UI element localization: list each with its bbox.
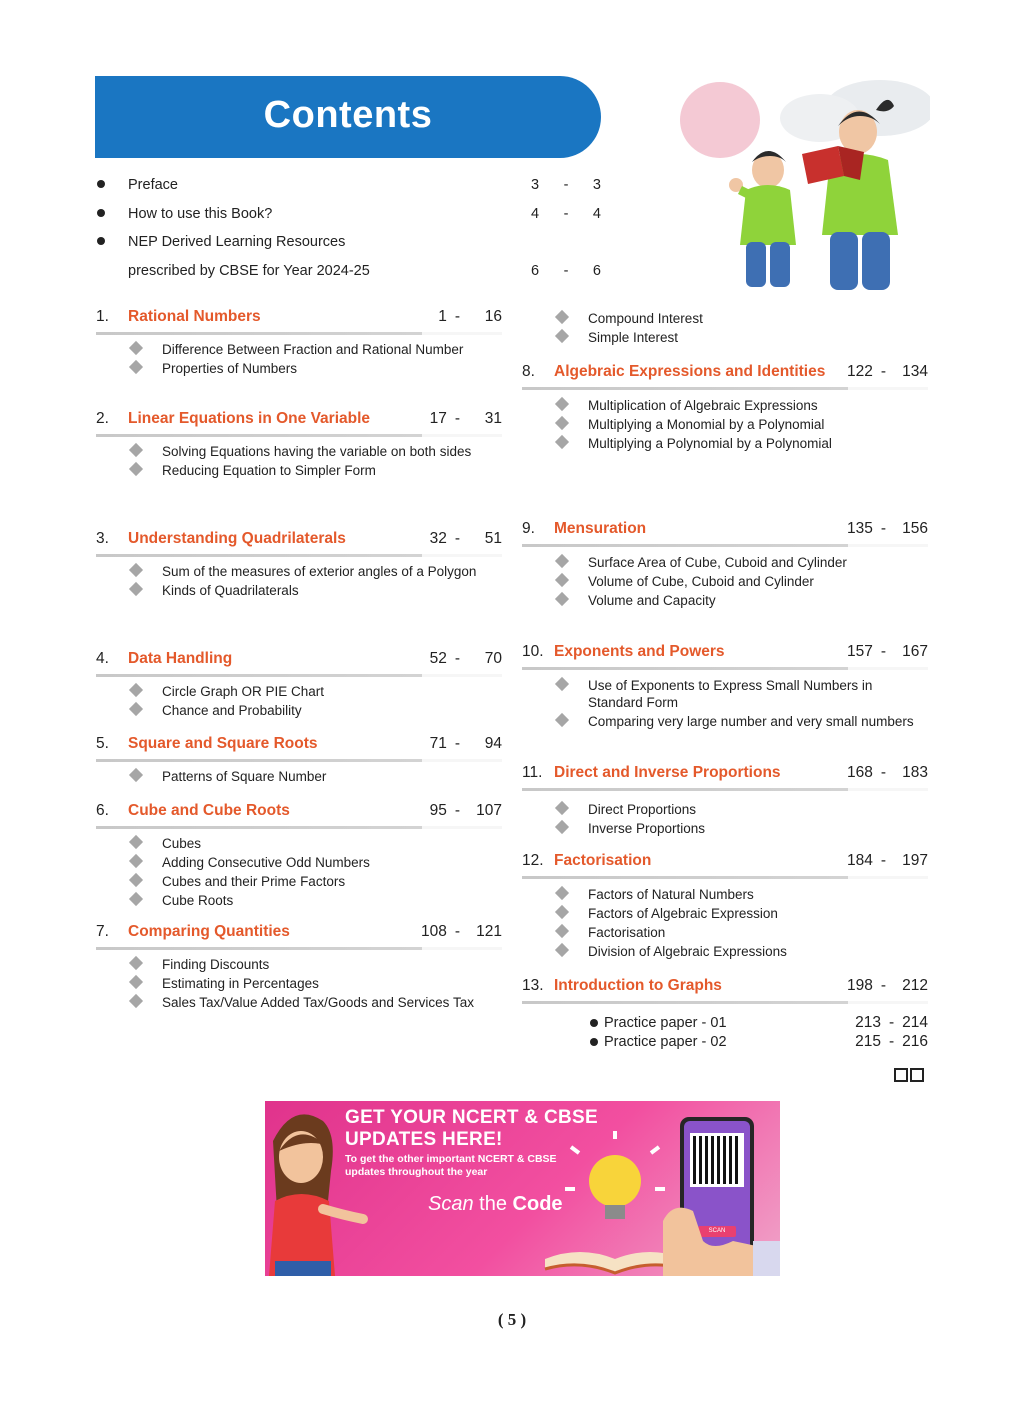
promo-subtext-line: To get the other important NCERT & CBSE	[345, 1153, 557, 1165]
diamond-bullet-icon	[555, 329, 569, 343]
diamond-bullet-icon	[129, 582, 143, 596]
diamond-bullet-icon	[129, 892, 143, 906]
topic-item	[96, 892, 502, 909]
chapter-heading	[96, 408, 502, 432]
front-matter-list	[95, 175, 605, 289]
topic-label: Patterns of Square Number	[162, 769, 327, 784]
topic-label: Factorisation	[588, 925, 666, 940]
page-dash: -	[888, 1014, 895, 1031]
chapter-title: Comparing Quantities	[128, 923, 290, 940]
bullet-icon	[97, 180, 105, 188]
students-reading-illustration	[680, 80, 930, 290]
practice-paper-label: Practice paper - 02	[604, 1034, 727, 1050]
chapter-entry[interactable]	[96, 921, 502, 945]
chapter-title: Rational Numbers	[128, 308, 261, 325]
chapter-number: 13.	[522, 977, 544, 994]
page-dash: -	[880, 764, 886, 781]
chapter-entry[interactable]	[96, 648, 502, 672]
topic-label: Factors of Algebraic Expression	[588, 906, 778, 921]
chapter-heading	[522, 762, 928, 786]
topic-label: Reducing Equation to Simpler Form	[162, 463, 376, 478]
chapter-number: 4.	[96, 650, 109, 667]
code-word: Code	[512, 1193, 563, 1215]
topic-label: Cubes	[162, 836, 202, 851]
chapter-entry[interactable]	[522, 641, 928, 665]
diamond-bullet-icon	[555, 677, 569, 691]
chapter-entry[interactable]	[96, 733, 502, 757]
chapter-entry[interactable]	[96, 800, 502, 824]
page-from: 198	[846, 977, 873, 994]
topic-label: Volume of Cube, Cuboid and Cylinder	[588, 574, 814, 589]
page-from: 215	[855, 1033, 881, 1050]
chapter-divider	[96, 826, 502, 829]
diamond-bullet-icon	[555, 943, 569, 957]
chapter-divider	[96, 674, 502, 677]
topic-item	[96, 873, 502, 890]
topic-item	[96, 994, 502, 1011]
chapter-divider	[522, 387, 928, 390]
page-from: 52	[429, 650, 447, 667]
page-dash: -	[880, 852, 886, 869]
promo-headline-line: UPDATES HERE!	[345, 1129, 503, 1150]
page-dash: -	[880, 520, 886, 537]
topic-label: Surface Area of Cube, Cuboid and Cylinder	[588, 555, 847, 570]
chapter-heading	[522, 850, 928, 874]
page-from: 1	[438, 308, 447, 325]
chapter-heading	[522, 518, 928, 542]
diamond-bullet-icon	[129, 873, 143, 887]
chapter-pages	[419, 530, 502, 548]
chapter-heading	[96, 306, 502, 330]
topic-item	[96, 683, 502, 700]
topic-item	[522, 416, 928, 433]
topic-label: Multiplication of Algebraic Expressions	[588, 398, 818, 413]
topic-label: Compound Interest	[588, 311, 703, 326]
chapter-title: Factorisation	[554, 852, 652, 869]
page-dash: -	[454, 308, 460, 325]
topic-item	[522, 943, 928, 960]
topic-label: Kinds of Quadrilaterals	[162, 583, 299, 598]
front-matter-row	[95, 175, 605, 204]
chapter-pages	[419, 735, 502, 753]
page-from: 108	[420, 923, 447, 940]
topic-item	[522, 310, 928, 327]
diamond-bullet-icon	[555, 592, 569, 606]
promo-subtext	[345, 1153, 557, 1179]
page-to: 134	[902, 363, 928, 380]
chapter-number: 11.	[522, 764, 543, 781]
practice-paper-label: Practice paper - 01	[604, 1015, 727, 1031]
chapter-divider	[96, 759, 502, 762]
chapter-divider	[96, 434, 502, 437]
diamond-bullet-icon	[555, 924, 569, 938]
chapter-title: Cube and Cube Roots	[128, 802, 290, 819]
topic-label: Finding Discounts	[162, 957, 270, 972]
page-to: 94	[484, 735, 502, 752]
page-to: 70	[484, 650, 502, 667]
chapter-number: 9.	[522, 520, 535, 537]
diamond-bullet-icon	[555, 886, 569, 900]
page-dash: -	[563, 205, 569, 222]
page-to: 156	[902, 520, 928, 537]
diamond-bullet-icon	[129, 683, 143, 697]
chapter-heading	[96, 528, 502, 552]
topic-item	[522, 677, 928, 711]
page-from: 4	[531, 205, 540, 222]
page-from: 122	[846, 363, 873, 380]
chapter-divider	[522, 876, 928, 879]
chapter-number: 10.	[522, 643, 544, 660]
chapter-title: Square and Square Roots	[128, 735, 318, 752]
topic-list	[96, 341, 502, 379]
topic-list	[522, 554, 928, 611]
topic-list	[96, 835, 502, 911]
page-to: 51	[484, 530, 502, 547]
diamond-bullet-icon	[555, 554, 569, 568]
diamond-bullet-icon	[129, 994, 143, 1008]
page-from: 157	[846, 643, 873, 660]
page-dash: -	[888, 1033, 895, 1050]
page-to: 212	[902, 977, 928, 994]
chapter-title: Data Handling	[128, 650, 233, 667]
topic-list	[96, 768, 502, 787]
chapter-entry[interactable]	[96, 408, 502, 432]
chapter-entry[interactable]	[96, 306, 502, 330]
page-number: ( 5 )	[497, 1310, 527, 1329]
topic-item	[522, 886, 928, 903]
chapter-pages	[419, 410, 502, 428]
chapter-divider	[522, 544, 928, 547]
hand-holding-phone-icon	[663, 1191, 780, 1276]
practice-paper-row	[522, 1014, 928, 1034]
page-to: 4	[592, 205, 601, 222]
chapter-divider	[522, 1001, 928, 1004]
page-dash: -	[454, 650, 460, 667]
topic-item	[522, 329, 928, 346]
topic-list	[96, 443, 502, 481]
chapter-pages	[845, 764, 928, 782]
page-to: 121	[476, 923, 502, 940]
chapter-title: Understanding Quadrilaterals	[128, 530, 346, 547]
front-matter-row	[95, 204, 605, 233]
promo-banner[interactable]	[265, 1101, 780, 1276]
diamond-bullet-icon	[129, 768, 143, 782]
chapter-number: 12.	[522, 852, 544, 869]
chapter-entry[interactable]	[522, 361, 928, 385]
the-word: the	[479, 1193, 507, 1215]
front-matter-label: prescribed by CBSE for Year 2024-25	[128, 262, 370, 279]
page-from: 95	[429, 802, 447, 819]
chapter-title: Exponents and Powers	[554, 643, 725, 660]
bullet-icon	[97, 209, 105, 217]
page-to: 16	[484, 308, 502, 325]
page-dash: -	[880, 643, 886, 660]
chapter-heading	[522, 641, 928, 665]
topic-item	[522, 713, 928, 730]
chapter-heading	[522, 975, 928, 999]
diamond-bullet-icon	[129, 443, 143, 457]
chapter-pages	[419, 802, 502, 820]
page-dash: -	[563, 262, 569, 279]
chapter-title: Algebraic Expressions and Identities	[554, 363, 826, 380]
chapter-entry[interactable]	[522, 850, 928, 874]
topic-item	[522, 592, 928, 609]
promo-headline-line: GET YOUR NCERT & CBSE	[345, 1107, 598, 1128]
topic-label: Multiplying a Monomial by a Polynomial	[588, 417, 825, 432]
chapter-number: 7.	[96, 923, 109, 940]
topic-item	[96, 462, 502, 479]
page-dash: -	[454, 530, 460, 547]
chapter-title: Linear Equations in One Variable	[128, 410, 371, 427]
page-to: 214	[902, 1014, 928, 1031]
end-mark-icon	[894, 1068, 924, 1082]
topic-item	[96, 835, 502, 852]
topic-label: Division of Algebraic Expressions	[588, 944, 787, 959]
topic-item	[522, 801, 928, 818]
diamond-bullet-icon	[555, 820, 569, 834]
chapter-pages	[845, 520, 928, 538]
page-to: 107	[476, 802, 502, 819]
chapter-pages	[419, 650, 502, 668]
topic-label: Chance and Probability	[162, 703, 302, 718]
page-dash: -	[454, 735, 460, 752]
page-title: Contents	[263, 94, 433, 136]
diamond-bullet-icon	[555, 416, 569, 430]
diamond-bullet-icon	[555, 801, 569, 815]
bullet-icon	[590, 1038, 598, 1046]
page-from: 3	[531, 177, 540, 193]
front-matter-label: How to use this Book?	[128, 205, 273, 222]
chapter-title: Mensuration	[554, 520, 647, 537]
chapter-divider	[522, 667, 928, 670]
chapter-entry[interactable]	[522, 975, 928, 999]
topic-item	[522, 554, 928, 571]
topic-item	[96, 702, 502, 719]
topic-item	[96, 956, 502, 973]
chapter-number: 3.	[96, 530, 109, 547]
topic-list	[522, 801, 928, 839]
topic-item	[96, 443, 502, 460]
topic-item	[522, 820, 928, 837]
diamond-bullet-icon	[129, 835, 143, 849]
practice-paper-row	[522, 1033, 928, 1053]
chapter-title: Direct and Inverse Proportions	[554, 764, 781, 781]
topic-label: Comparing very large number and very small numbers	[588, 714, 914, 729]
topic-item	[96, 854, 502, 871]
topic-label: Solving Equations having the variable on both sides	[162, 444, 472, 459]
chapter-pages	[845, 977, 928, 995]
page-dash: -	[880, 363, 886, 380]
topic-label: Volume and Capacity	[588, 593, 716, 608]
diamond-bullet-icon	[129, 341, 143, 355]
topic-label: Inverse Proportions	[588, 821, 706, 836]
page-to: 167	[902, 643, 928, 660]
topic-item	[96, 360, 502, 377]
topic-item	[522, 905, 928, 922]
topic-label: Cubes and their Prime Factors	[162, 874, 346, 889]
topic-item	[96, 341, 502, 358]
topic-list	[96, 956, 502, 1013]
diamond-bullet-icon	[129, 360, 143, 374]
topic-list	[522, 677, 928, 732]
front-matter-row	[95, 261, 605, 290]
diamond-bullet-icon	[129, 563, 143, 577]
diamond-bullet-icon	[129, 854, 143, 868]
chapter-entry[interactable]	[522, 762, 928, 786]
page-from: 6	[531, 262, 540, 279]
diamond-bullet-icon	[555, 310, 569, 324]
chapter-number: 2.	[96, 410, 109, 427]
chapter-number: 6.	[96, 802, 109, 819]
topic-label: Use of Exponents to Express Small Numbers in Standard Form	[588, 678, 873, 710]
chapter-heading	[96, 921, 502, 945]
chapter-divider	[96, 554, 502, 557]
diamond-bullet-icon	[555, 713, 569, 727]
page-from: 17	[429, 410, 447, 427]
bullet-icon	[590, 1019, 598, 1027]
promo-subtext-line: updates throughout the year	[345, 1166, 488, 1178]
page-dash: -	[454, 923, 460, 940]
topic-label: Adding Consecutive Odd Numbers	[162, 855, 370, 870]
page-dash: -	[563, 177, 569, 193]
chapter-heading	[96, 800, 502, 824]
front-matter-label: Preface	[128, 177, 178, 193]
contents-banner	[95, 76, 601, 158]
topic-label: Properties of Numbers	[162, 361, 298, 376]
topic-label: Simple Interest	[588, 330, 679, 345]
diamond-bullet-icon	[555, 905, 569, 919]
diamond-bullet-icon	[555, 573, 569, 587]
topic-list	[96, 563, 502, 601]
front-matter-row	[95, 232, 605, 261]
topic-label: Multiplying a Polynomial by a Polynomial	[588, 436, 832, 451]
page-from: 213	[855, 1014, 881, 1031]
diamond-bullet-icon	[129, 702, 143, 716]
topic-label: Cube Roots	[162, 893, 234, 908]
topic-label: Difference Between Fraction and Rational Number	[162, 342, 464, 357]
chapter-number: 1.	[96, 308, 109, 325]
chapter-title: Introduction to Graphs	[554, 977, 722, 994]
topic-item	[96, 582, 502, 599]
chapter-number: 5.	[96, 735, 109, 752]
page-to: 31	[484, 410, 502, 427]
topic-item	[522, 397, 928, 414]
diamond-bullet-icon	[555, 397, 569, 411]
chapter-heading	[96, 733, 502, 757]
page-from: 184	[846, 852, 873, 869]
topic-label: Estimating in Percentages	[162, 976, 319, 991]
topic-label: Sales Tax/Value Added Tax/Goods and Services Tax	[162, 995, 474, 1010]
topic-item	[96, 768, 502, 785]
qr-code-icon[interactable]	[690, 1133, 744, 1187]
chapter-pages	[419, 308, 502, 326]
chapter-number: 8.	[522, 363, 535, 380]
topic-label: Factors of Natural Numbers	[588, 887, 754, 902]
topic-item	[96, 563, 502, 580]
diamond-bullet-icon	[555, 435, 569, 449]
chapter-heading	[96, 648, 502, 672]
page-from: 71	[429, 735, 447, 752]
page-dash: -	[454, 410, 460, 427]
diamond-bullet-icon	[129, 462, 143, 476]
chapter-entry[interactable]	[522, 518, 928, 542]
page-to: 183	[902, 764, 928, 781]
topic-label: Direct Proportions	[588, 802, 697, 817]
chapter-divider	[96, 332, 502, 335]
topic-list	[96, 683, 502, 721]
scan-word: Scan	[428, 1193, 474, 1215]
front-matter-label: NEP Derived Learning Resources	[128, 234, 346, 250]
topic-list	[522, 886, 928, 962]
page-from: 32	[429, 530, 447, 547]
page-to: 3	[592, 177, 601, 193]
page-to: 6	[592, 262, 601, 279]
topic-item	[522, 924, 928, 941]
page-to: 216	[902, 1033, 928, 1050]
chapter-pages	[845, 852, 928, 870]
page-dash: -	[880, 977, 886, 994]
chapter-entry[interactable]	[96, 528, 502, 552]
chapter-divider	[96, 947, 502, 950]
lightbulb-book-illustration	[535, 1131, 665, 1276]
topic-list	[522, 397, 928, 454]
chapter-heading	[522, 361, 928, 385]
chapter-pages	[845, 643, 928, 661]
chapter-pages	[419, 923, 502, 941]
scan-button[interactable]: SCAN	[698, 1226, 736, 1237]
topic-label: Sum of the measures of exterior angles of a Polygon	[162, 564, 477, 579]
topic-item	[522, 435, 928, 452]
chapter-divider	[522, 788, 928, 791]
bullet-icon	[97, 237, 105, 245]
topic-list	[522, 310, 928, 348]
diamond-bullet-icon	[129, 956, 143, 970]
diamond-bullet-icon	[129, 975, 143, 989]
topic-label: Circle Graph OR PIE Chart	[162, 684, 325, 699]
page-dash: -	[454, 802, 460, 819]
topic-item	[522, 573, 928, 590]
page-to: 197	[902, 852, 928, 869]
page-from: 135	[846, 520, 873, 537]
chapter-pages	[845, 363, 928, 381]
page-from: 168	[846, 764, 873, 781]
topic-item	[96, 975, 502, 992]
